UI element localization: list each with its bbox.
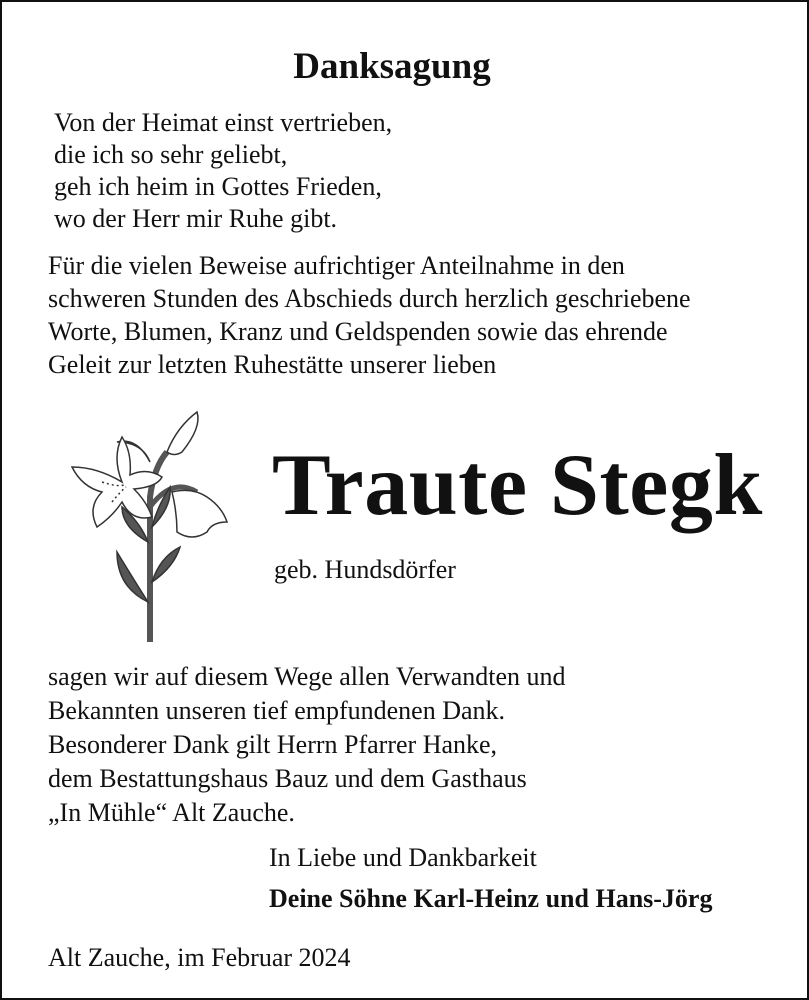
birth-name: geb. Hundsdörfer [274,555,456,584]
thanks-line: Bekannten unseren tief empfundenen Dank. [48,696,506,725]
heading: Danksagung [293,46,491,87]
signers: Deine Söhne Karl-Heinz und Hans-Jörg [269,884,713,913]
intro-line: Worte, Blumen, Kranz und Geldspenden sowie das ehrende [48,317,668,346]
poem-line: wo der Herr mir Ruhe gibt. [54,204,338,233]
poem-line: die ich so sehr geliebt, [54,140,288,169]
thanks-line: dem Bestattungshaus Bauz und dem Gasthaus [48,764,527,793]
poem-line: geh ich heim in Gottes Frieden, [54,172,382,201]
intro-line: Für die vielen Beweise aufrichtiger Anteilnahme in den [48,251,625,280]
thanks-line: „In Mühle“ Alt Zauche. [48,798,295,827]
lily-icon [62,407,242,647]
place-date: Alt Zauche, im Februar 2024 [48,943,351,972]
closing: In Liebe und Dankbarkeit [269,843,537,872]
thanks-line: Besonderer Dank gilt Herrn Pfarrer Hanke, [48,730,498,759]
deceased-name: Traute Stegk [272,437,763,534]
poem-line: Von der Heimat einst vertrieben, [54,108,393,137]
intro-line: schweren Stunden des Abschieds durch herzlich geschriebene [48,284,691,313]
thanks-line: sagen wir auf diesem Wege allen Verwandten und [48,662,566,691]
intro-line: Geleit zur letzten Ruhestätte unserer lieben [48,350,497,379]
